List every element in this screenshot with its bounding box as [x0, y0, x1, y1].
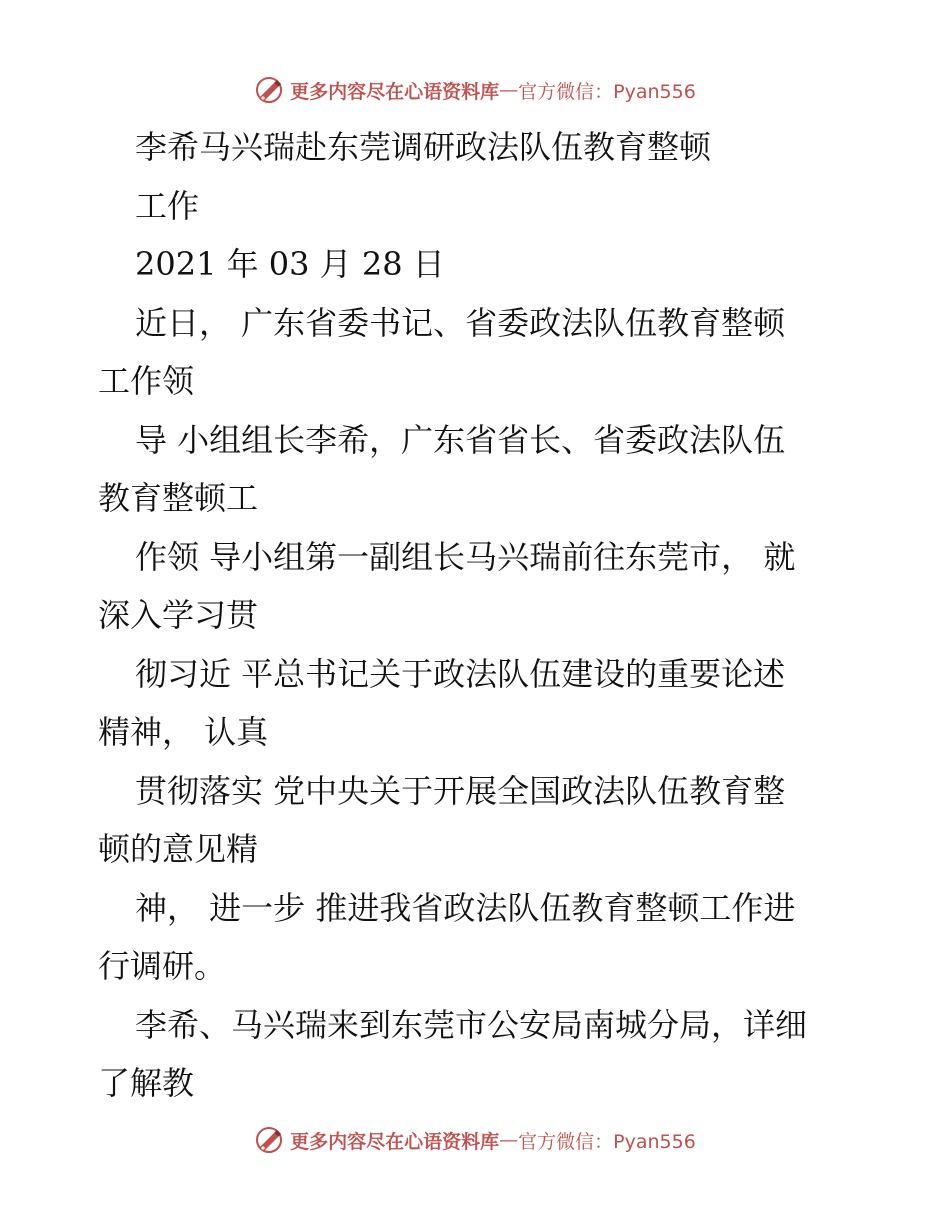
- date-line: 2021 年 03 月 28 日: [135, 245, 445, 283]
- paragraph-line: 近日， 广东省委书记、省委政法队伍教育整顿: [135, 303, 786, 342]
- watermark-dash: —: [499, 1129, 519, 1151]
- watermark-dash: —: [499, 79, 519, 101]
- paragraph-line: 精神， 认真: [98, 713, 269, 751]
- watermark-site-text: 更多内容尽在心语资料库: [290, 80, 500, 103]
- pen-logo-icon: [254, 1125, 284, 1155]
- watermark-wechat-text: 官方微信：Pyan556: [518, 80, 696, 103]
- watermark-site-text: 更多内容尽在心语资料库: [290, 1130, 500, 1153]
- paragraph-line: 了解教: [98, 1064, 195, 1102]
- footer-watermark: [0, 1120, 950, 1160]
- paragraph-line: 工作领: [98, 362, 195, 400]
- paragraph-line: 顿的意见精: [98, 830, 259, 868]
- paragraph-line: 李希、马兴瑞来到东莞市公安局南城分局，详细: [135, 1005, 808, 1044]
- watermark-wechat-text: 官方微信：Pyan556: [518, 1130, 696, 1153]
- paragraph-line: 行调研。: [98, 947, 227, 985]
- paragraph-line: 教育整顿工: [98, 479, 259, 517]
- paragraph-line: 导 小组组长李希，广东省省长、省委政法队伍: [135, 420, 786, 459]
- title-line-2: 工作: [135, 186, 200, 225]
- document-body: [98, 118, 858, 1113]
- paragraph-line: 深入学习贯: [98, 596, 259, 634]
- title-line-1: 李希马兴瑞赴东莞调研政法队伍教育整顿: [135, 128, 712, 166]
- paragraph-line: 彻习近 平总书记关于政法队伍建设的重要论述: [135, 654, 786, 693]
- header-watermark: [0, 70, 950, 110]
- paragraph-line: 作领 导小组第一副组长马兴瑞前往东莞市， 就: [135, 537, 796, 576]
- paragraph-line: 神， 进一步 推进我省政法队伍教育整顿工作进: [135, 888, 796, 927]
- pen-logo-icon: [254, 75, 284, 105]
- paragraph-line: 贯彻落实 党中央关于开展全国政法队伍教育整: [135, 771, 786, 810]
